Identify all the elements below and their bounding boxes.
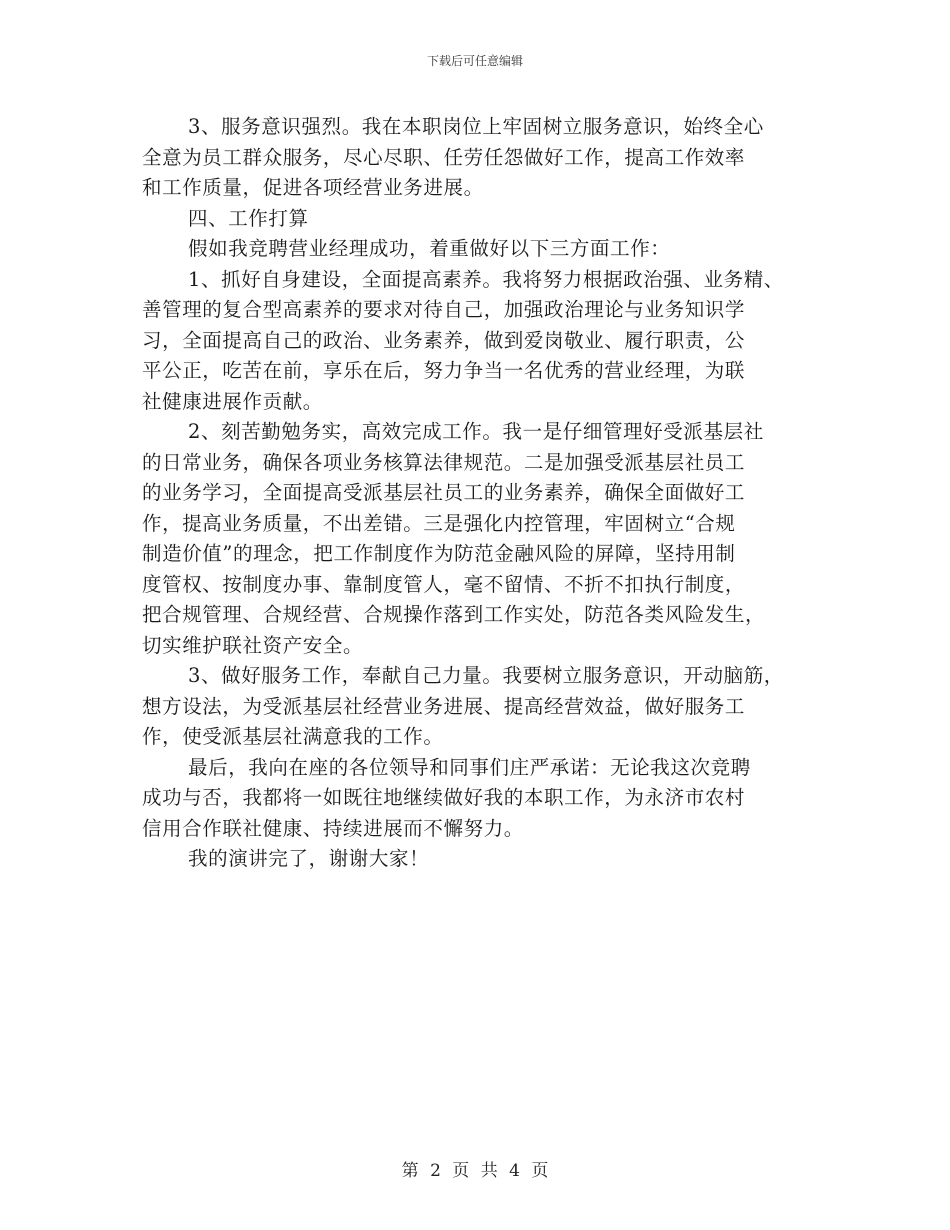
text-line: 全意为员工群众服务，尽心尽职、任劳任怨做好工作，提高工作效率 xyxy=(142,145,746,169)
text-line: 最后，我向在座的各位领导和同事们庄严承诺：无论我这次竞聘 xyxy=(188,755,751,779)
text-line: 和工作质量，促进各项经营业务进展。 xyxy=(142,176,484,199)
page-footer xyxy=(0,1156,950,1181)
closing-line: 我的演讲完了，谢谢大家！ xyxy=(188,847,430,870)
text-line: 信用合作联社健康、持续进展而不懈努力。 xyxy=(142,816,524,840)
text-line: 作，提高业务质量，不出差错。三是强化内控管理，牢固树立“合规 xyxy=(142,511,736,535)
text-line: 作，使受派基层社满意我的工作。 xyxy=(142,725,444,748)
text-line: 的日常业务，确保各项业务核算法律规范。二是加强受派基层社员工 xyxy=(142,450,746,474)
text-line: 平公正，吃苦在前，享乐在后，努力争当一名优秀的营业经理，为联 xyxy=(142,359,746,382)
text-line: 3、服务意识强烈。我在本职岗位上牢固树立服务意识，始终全心 xyxy=(188,115,764,138)
text-line: 3、做好服务工作，奉献自己力量。我要树立服务意识，开动脑筋， xyxy=(188,664,784,687)
document-body xyxy=(142,112,832,875)
text-line: 假如我竞聘营业经理成功，着重做好以下三方面工作： xyxy=(188,237,671,260)
footer-page-word: 页 xyxy=(452,1161,470,1181)
footer-suffix: 页 xyxy=(531,1161,549,1181)
page-header xyxy=(0,52,950,69)
footer-prefix: 第 xyxy=(401,1161,419,1181)
footer-total-word: 共 xyxy=(480,1161,498,1181)
text-line: 2、刻苦勤勉务实，高效完成工作。我一是仔细管理好受派基层社 xyxy=(188,420,764,443)
section-heading: 四、工作打算 xyxy=(188,206,309,230)
text-line: 1、抓好自身建设，全面提高素养。我将努力根据政治强、业务精、 xyxy=(188,267,784,291)
text-line: 习，全面提高自己的政治、业务素养，做到爱岗敬业、履行职责，公 xyxy=(142,328,746,352)
text-line: 度管权、按制度办事、靠制度管人，毫不留情、不折不扣执行制度， xyxy=(142,572,746,596)
current-page-number: 2 xyxy=(430,1161,441,1181)
header-text: 下载后可任意编辑 xyxy=(426,54,523,68)
total-page-count: 4 xyxy=(509,1161,520,1181)
text-line: 成功与否，我都将一如既往地继续做好我的本职工作，为永济市农村 xyxy=(142,786,746,809)
text-line: 的业务学习，全面提高受派基层社员工的业务素养，确保全面做好工 xyxy=(142,481,746,504)
text-line: 社健康进展作贡献。 xyxy=(142,389,323,413)
text-line: 想方设法，为受派基层社经营业务进展、提高经营效益，做好服务工 xyxy=(142,694,746,718)
text-line: 把合规管理、合规经营、合规操作落到工作实处，防范各类风险发生， xyxy=(142,603,766,626)
text-line: 切实维护联社资产安全。 xyxy=(142,633,364,657)
text-line: 善管理的复合型高素养的要求对待自己，加强政治理论与业务知识学 xyxy=(142,298,746,321)
text-line: 制造价值”的理念，把工作制度作为防范金融风险的屏障，坚持用制 xyxy=(142,542,736,565)
